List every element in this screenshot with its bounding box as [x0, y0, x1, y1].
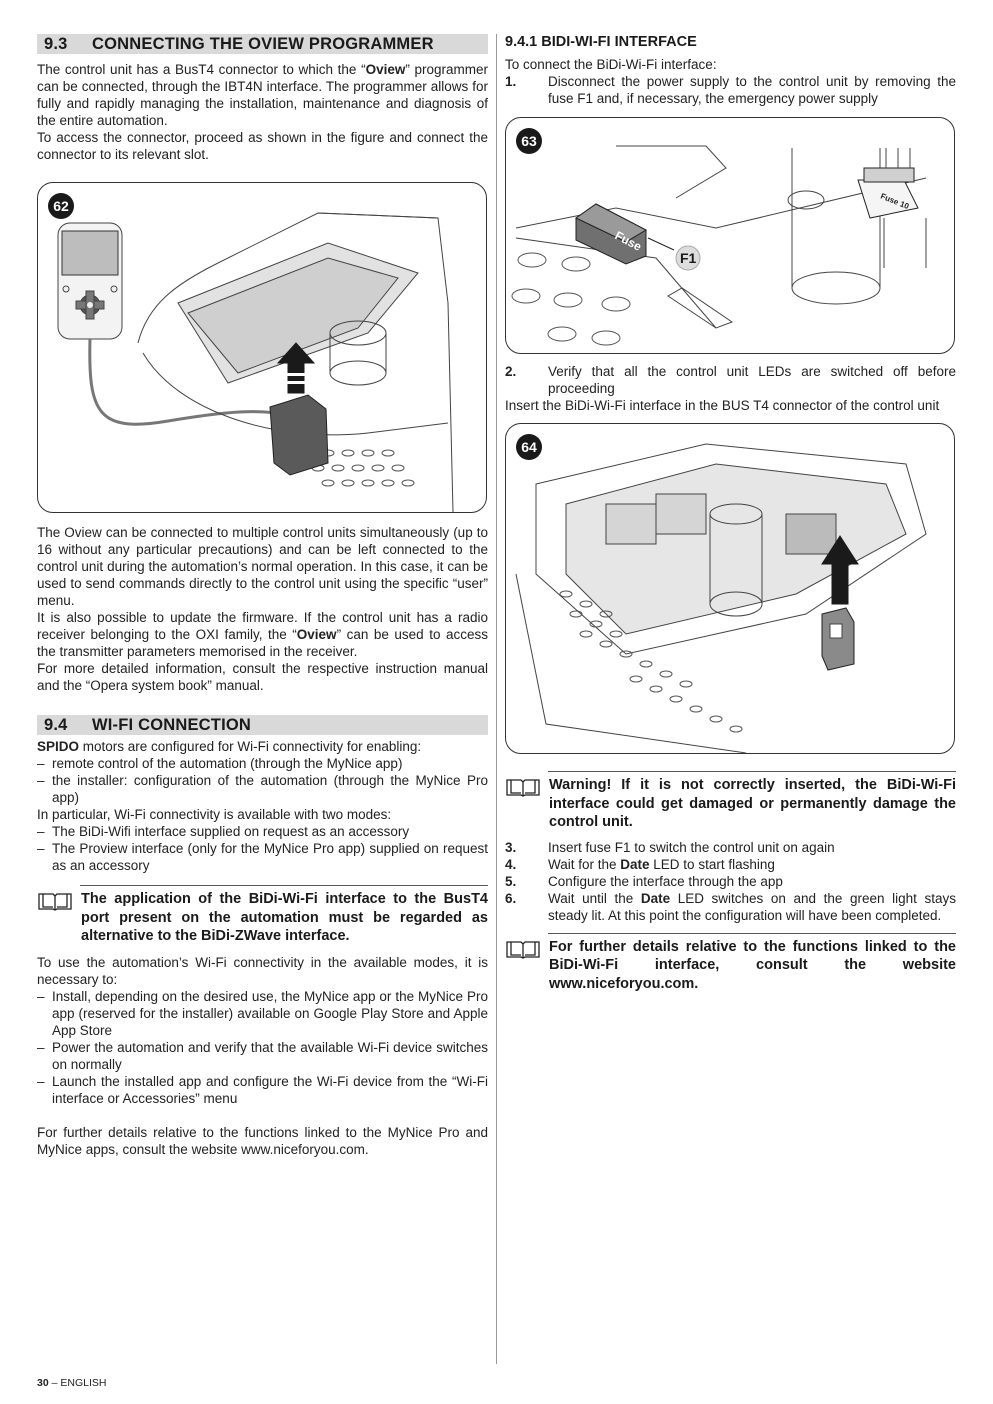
- step-item: 4. Wait for the Date LED to start flashing: [505, 856, 775, 872]
- figure-63: [505, 117, 955, 354]
- manual-book-icon: [505, 939, 541, 959]
- step-item: 6. Wait until the Date LED switches on and the green light stays steady lit. At this point the configuration will have been completed.: [505, 890, 956, 923]
- right-column: [505, 34, 956, 993]
- list-item: – Install, depending on the desired use, the MyNice app or the MyNice Pro app (reserved for the installer) available on Google Play Store and Apple App Store: [37, 988, 488, 1038]
- figure-number-badge: 64: [516, 434, 542, 460]
- paragraph: The control unit has a BusT4 connector to which the “Oview” programmer can be connected, through the IBT4N interface. The programmer allows for fully and rapidly managing the installation, maintenance and diagnosis of the entire automation.: [37, 62, 488, 128]
- paragraph: In particular, Wi-Fi connectivity is available with two modes:: [37, 807, 392, 822]
- paragraph: For more detailed information, consult the respective instruction manual and the “Opera system book” manual.: [37, 661, 488, 693]
- paragraph: To access the connector, proceed as shown in the figure and connect the connector to its relevant slot.: [37, 130, 488, 162]
- step-item: 5. Configure the interface through the app: [505, 873, 783, 889]
- warning-box: Warning! If it is not correctly inserted, the BiDi-Wi-Fi interface could get damaged or permanently damage the control unit.: [505, 776, 956, 832]
- list-item: – The Proview interface (only for the MyNice Pro app) supplied on request as an accessory: [37, 841, 488, 873]
- bold-term: Oview: [365, 62, 406, 77]
- fuse-removal-illustration: [506, 118, 954, 353]
- list-item: – the installer: configuration of the automation (through the MyNice Pro app): [37, 773, 488, 805]
- page-footer: [37, 1377, 106, 1389]
- section-heading-9-3: [37, 34, 488, 54]
- note-box: The application of the BiDi-Wi-Fi interface to the BusT4 port present on the automation must be regarded as alternative to the BiDi-ZWave interface.: [37, 890, 488, 946]
- paragraph: Insert the BiDi-Wi-Fi interface in the BUS T4 connector of the control unit: [505, 398, 940, 413]
- note-box: For further details relative to the functions linked to the BiDi-Wi-Fi interface, consult the website www.niceforyou.com.: [505, 938, 956, 994]
- fuse-10-label: Fuse 10: [879, 191, 911, 212]
- list-item: – Power the automation and verify that the available Wi-Fi device switches on normally: [37, 1039, 488, 1072]
- figure-62: [37, 182, 487, 513]
- bidi-wifi-insertion-illustration: [506, 424, 954, 753]
- fuse-label: Fuse: [612, 228, 644, 254]
- paragraph: It is also possible to update the firmware. If the control unit has a radio receiver belonging to the OXI family, the “Oview” can be used to access the transmitter parameters memorised in the receiver.: [37, 610, 488, 659]
- f1-label: F1: [680, 250, 697, 266]
- figure-number-badge: 62: [48, 193, 74, 219]
- step-item: 3. Insert fuse F1 to switch the control unit on again: [505, 839, 835, 855]
- paragraph: To use the automation’s Wi-Fi connectivity in the available modes, it is necessary to:: [37, 954, 488, 987]
- section-number: 9.3: [44, 34, 68, 53]
- list-item: – The BiDi-Wifi interface supplied on request as an accessory: [37, 824, 410, 839]
- left-column: [37, 34, 488, 1158]
- manual-book-icon: [37, 891, 73, 911]
- manual-book-icon: [505, 777, 541, 797]
- figure-64: [505, 423, 955, 754]
- paragraph: To connect the BiDi-Wi-Fi interface:: [505, 57, 717, 72]
- paragraph: SPIDO motors are configured for Wi-Fi connectivity for enabling:: [37, 739, 422, 754]
- footer-language: – ENGLISH: [48, 1377, 107, 1389]
- step-item: 2. Verify that all the control unit LEDs are switched off before proceeding: [505, 364, 956, 396]
- figure-number-badge: 63: [516, 128, 542, 154]
- list-item: – remote control of the automation (through the MyNice app): [37, 756, 403, 771]
- section-heading-9-4: 9.4 WI-FI CONNECTION: [37, 715, 488, 735]
- paragraph: The Oview can be connected to multiple control units simultaneously (up to 16 without any particular precautions) and can be left connected to the control unit during the automation’s normal operation. In this case, it can be used to send commands directly to the control unit using the specific “user” menu.: [37, 525, 488, 608]
- subsection-heading-9-4-1: 9.4.1 BIDI-WI-FI INTERFACE: [505, 34, 697, 50]
- step-item: 1. Disconnect the power supply to the control unit by removing the fuse F1 and, if necessary, the emergency power supply: [505, 74, 956, 106]
- column-divider: [496, 34, 497, 1364]
- section-title: CONNECTING THE OVIEW PROGRAMMER: [92, 34, 434, 53]
- oview-connection-illustration: [38, 183, 486, 512]
- paragraph: For further details relative to the functions linked to the MyNice Pro and MyNice apps, consult the website www.niceforyou.com.: [37, 1124, 488, 1157]
- page-number: 30: [37, 1377, 49, 1389]
- list-item: – Launch the installed app and configure the Wi-Fi device from the “Wi-Fi interface or Accessories” menu: [37, 1073, 488, 1106]
